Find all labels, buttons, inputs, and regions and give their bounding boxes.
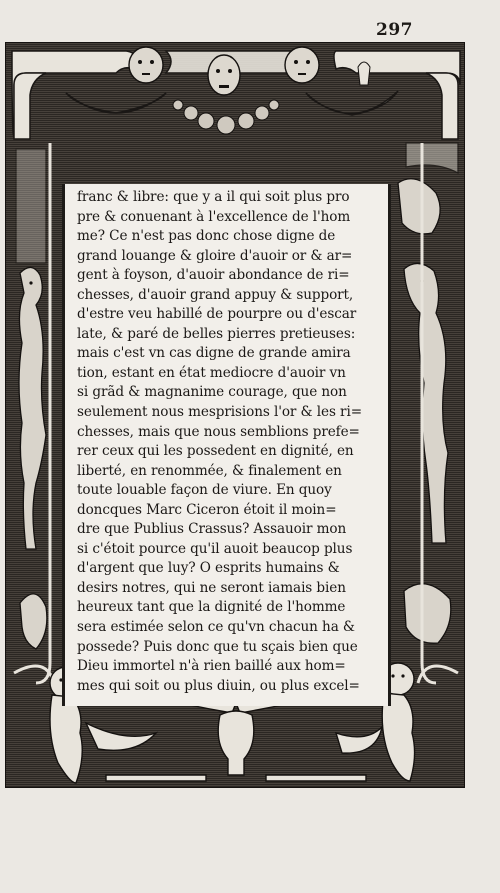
text-panel [62, 184, 391, 706]
body-text [77, 188, 387, 696]
text-line: grand louange & gloire d'auoir or & ar= [77, 247, 353, 264]
text-line: mes qui soit ou plus diuin, ou plus excel= [77, 677, 360, 694]
text-line: gent à foyson, d'auoir abondance de ri= [77, 267, 350, 284]
text-line: pre & conuenant à l'excellence de l'hom [77, 208, 351, 225]
text-line: sera estimée selon ce qu'vn chacun ha & [77, 619, 355, 636]
text-line: heureux tant que la dignité de l'homme [77, 599, 346, 616]
text-line: dre que Publius Crassus? Assauoir mon [77, 521, 347, 538]
text-line: seulement nous mesprisions l'or & les ri= [77, 404, 362, 421]
text-line: d'argent que luy? O esprits humains & [77, 560, 340, 577]
page-number: 297 [376, 20, 413, 40]
text-line: late, & paré de belles pierres pretieuses: [77, 325, 356, 342]
text-line: franc & libre: que y a il qui soit plus pro [77, 189, 350, 205]
text-line: si grãd & magnanime courage, que non [77, 384, 347, 401]
text-line: toute louable façon de viure. En quoy [77, 482, 332, 499]
text-line: chesses, mais que nous semblions prefe= [77, 423, 360, 440]
text-line: rer ceux qui les possedent en dignité, en [77, 443, 354, 460]
text-line: me? Ce n'est pas donc chose digne de [77, 228, 336, 245]
text-line: si c'étoit pource qu'il auoit beaucop plus [77, 540, 353, 557]
text-line: chesses, d'auoir grand appuy & support, [77, 286, 354, 303]
text-line: Dieu immortel n'à rien baillé aux hom= [77, 658, 346, 675]
woodcut-border [5, 42, 465, 788]
text-line: mais c'est vn cas digne de grande amira [77, 345, 351, 362]
text-line: liberté, en renommée, & finalement en [77, 462, 342, 479]
text-line: desirs notres, qui ne seront iamais bien [77, 579, 346, 596]
text-line: d'estre veu habillé de pourpre ou d'escar [77, 306, 357, 323]
text-line: possede? Puis donc que tu sçais bien que [77, 638, 358, 655]
text-line: tion, estant en état mediocre d'auoir vn [77, 364, 346, 381]
text-line: doncques Marc Ciceron étoit il moin= [77, 501, 337, 518]
